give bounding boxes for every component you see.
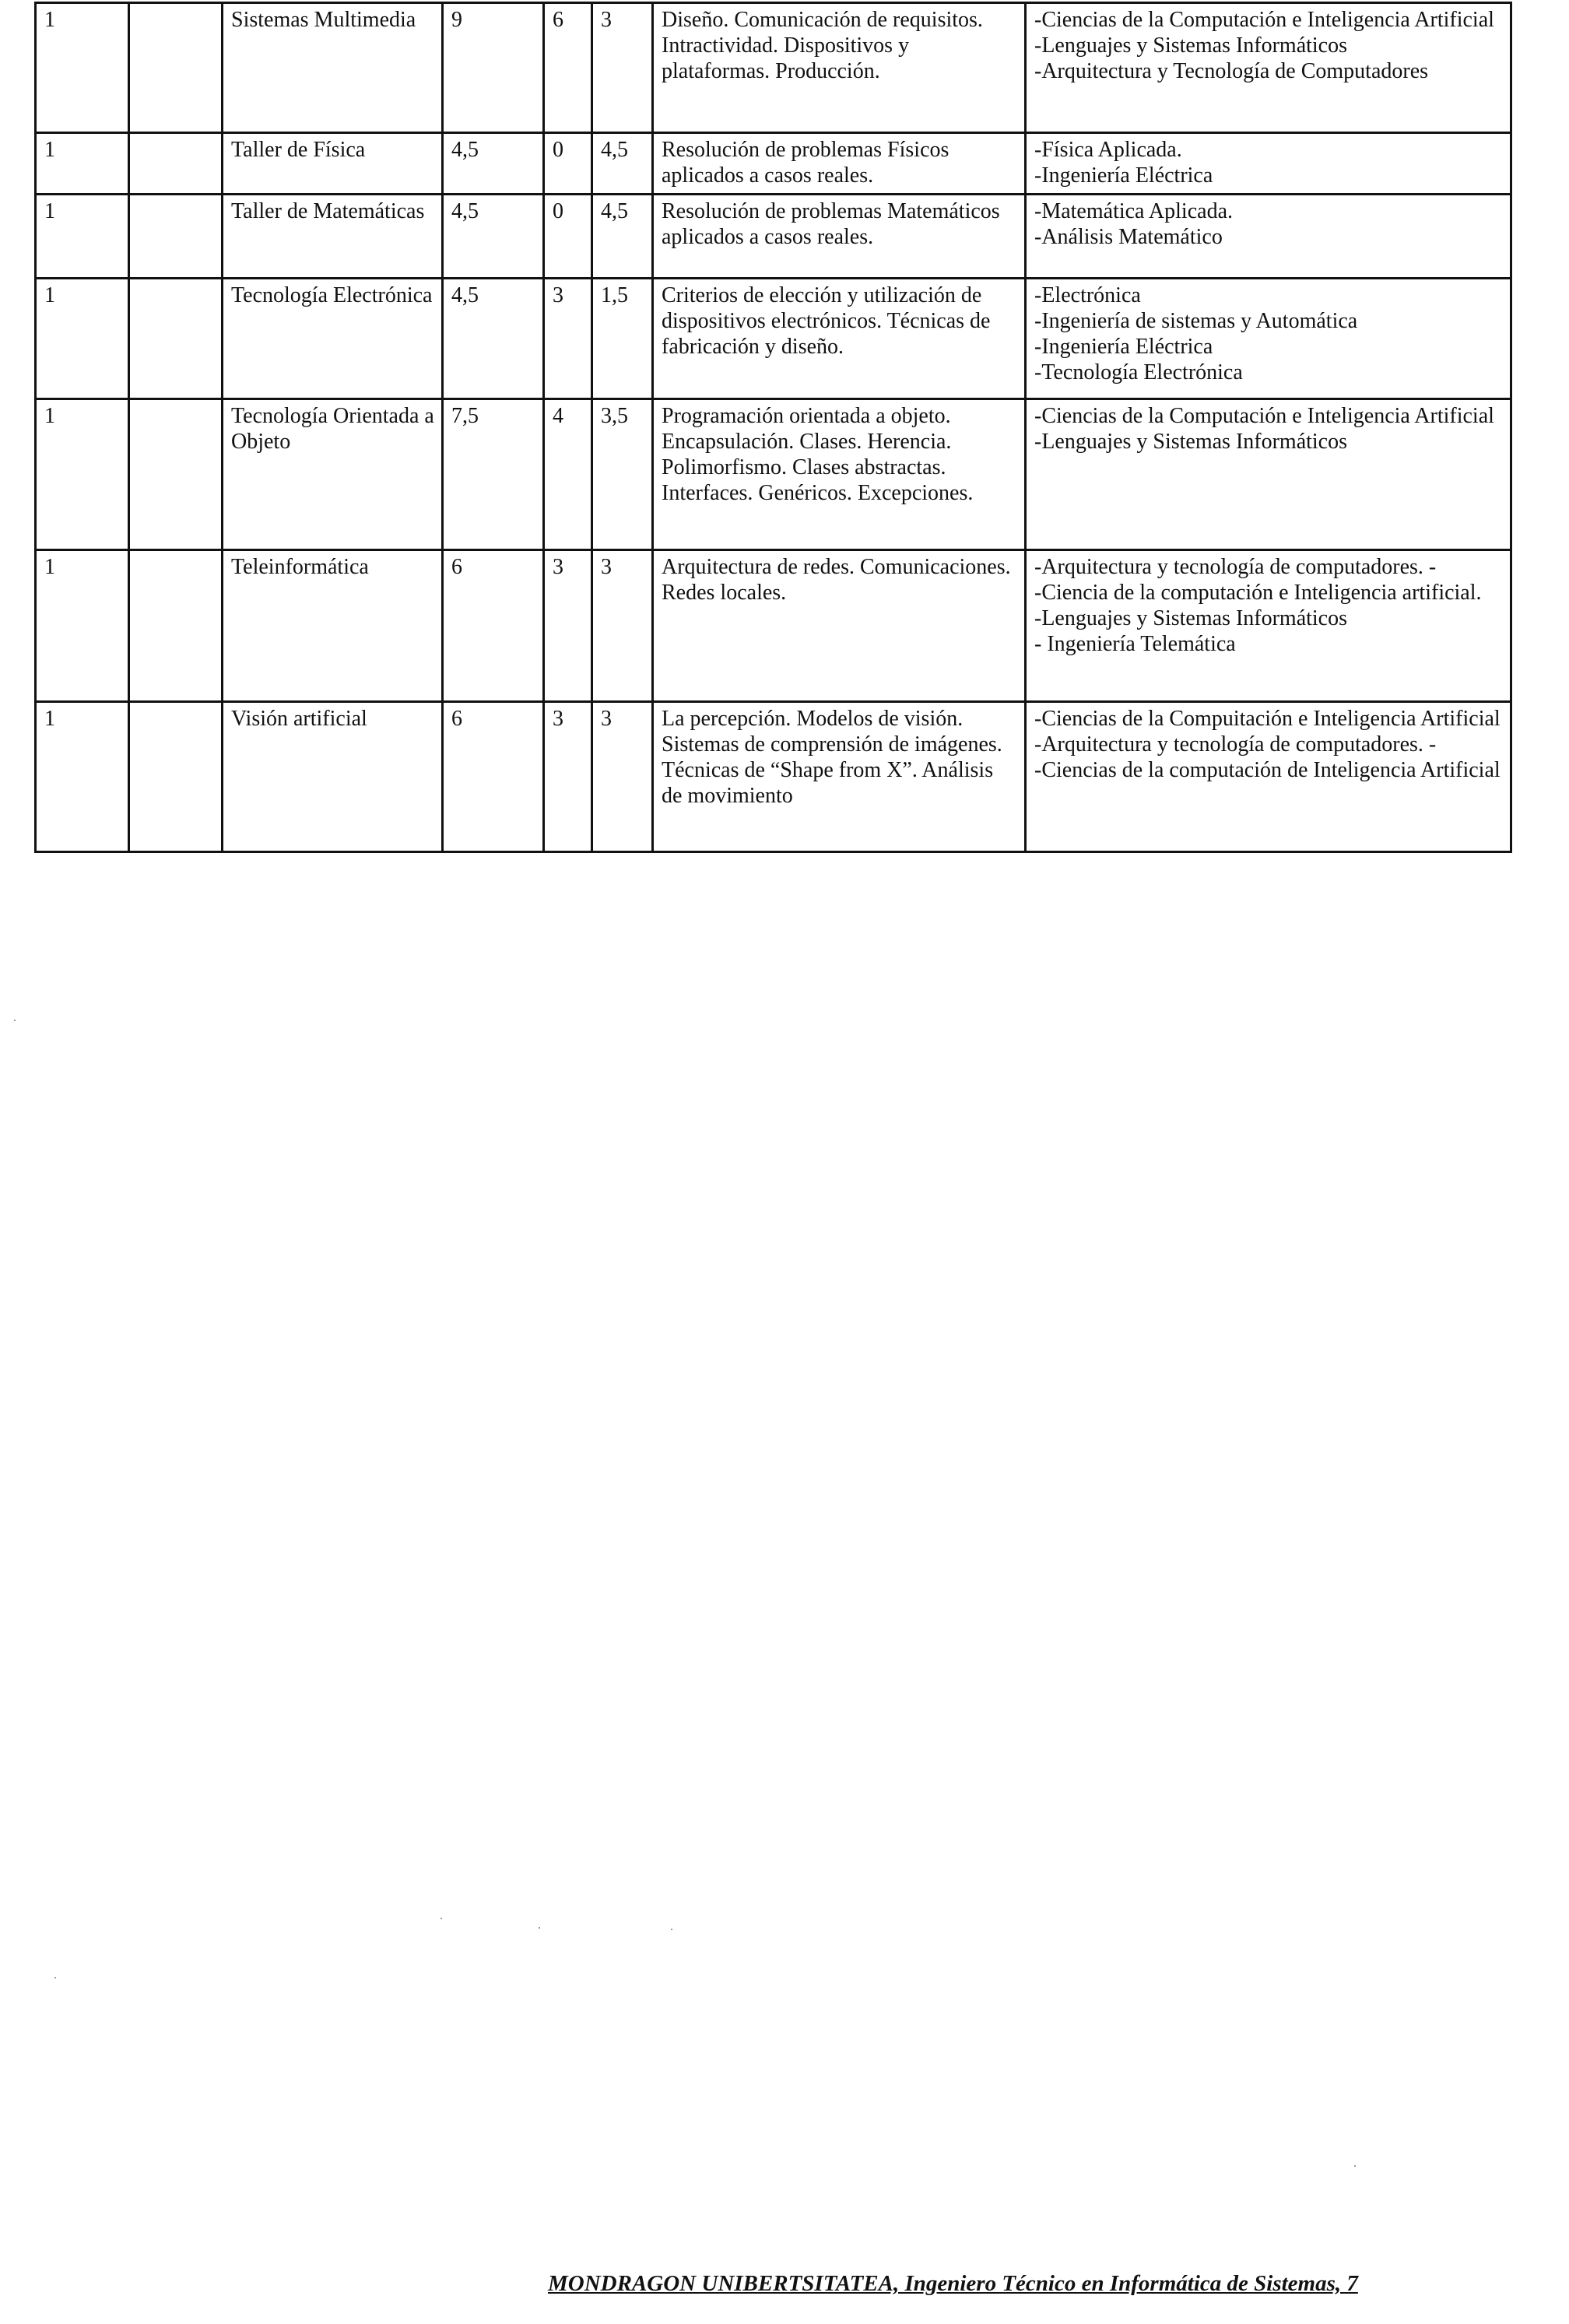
type-cell bbox=[129, 702, 223, 852]
knowledge-areas-cell bbox=[1026, 195, 1511, 279]
knowledge-area-line: -Arquitectura y tecnología de computadores. - bbox=[1034, 555, 1437, 579]
theory-credits-cell: 0 bbox=[544, 195, 592, 279]
total-credits-cell: 6 bbox=[443, 550, 544, 702]
type-cell bbox=[129, 133, 223, 195]
theory-credits-cell: 3 bbox=[544, 279, 592, 399]
descriptors-cell: Criterios de elección y utilización de dispositivos electrónicos. Técnicas de fabricación y diseño. bbox=[653, 279, 1026, 399]
subject-name-cell: Taller de Matemáticas bbox=[223, 195, 443, 279]
table-row bbox=[36, 550, 1511, 702]
knowledge-area-line: -Matemática Aplicada. bbox=[1034, 199, 1233, 223]
knowledge-area-line: -Física Aplicada. bbox=[1034, 138, 1182, 162]
type-cell bbox=[129, 399, 223, 550]
course-cell: 1 bbox=[36, 133, 129, 195]
course-cell: 1 bbox=[36, 550, 129, 702]
type-cell bbox=[129, 3, 223, 133]
knowledge-area-line: -Ciencias de la Computación e Inteligencia Artificial bbox=[1034, 8, 1494, 32]
knowledge-area-line: -Lenguajes y Sistemas Informáticos bbox=[1034, 33, 1348, 58]
total-credits-cell: 9 bbox=[443, 3, 544, 133]
knowledge-areas-cell bbox=[1026, 550, 1511, 702]
knowledge-area-line: -Lenguajes y Sistemas Informáticos bbox=[1034, 606, 1348, 630]
scan-speck bbox=[14, 1020, 16, 1021]
subject-name-cell: Tecnología Orientada a Objeto bbox=[223, 399, 443, 550]
total-credits-cell: 4,5 bbox=[443, 279, 544, 399]
knowledge-areas-cell bbox=[1026, 3, 1511, 133]
table-row bbox=[36, 702, 1511, 852]
subject-name-cell: Taller de Física bbox=[223, 133, 443, 195]
knowledge-area-line: -Electrónica bbox=[1034, 283, 1141, 307]
knowledge-areas-cell bbox=[1026, 702, 1511, 852]
course-cell: 1 bbox=[36, 195, 129, 279]
total-credits-cell: 4,5 bbox=[443, 133, 544, 195]
knowledge-areas-cell bbox=[1026, 399, 1511, 550]
knowledge-area-line: -Arquitectura y Tecnología de Computadores bbox=[1034, 59, 1429, 83]
table-row bbox=[36, 3, 1511, 133]
knowledge-area-line: -Ciencias de la computación de Inteligencia Artificial bbox=[1034, 758, 1501, 782]
subject-name-cell: Sistemas Multimedia bbox=[223, 3, 443, 133]
knowledge-area-line: - Ingeniería Telemática bbox=[1034, 632, 1236, 656]
knowledge-area-line: -Ingeniería Eléctrica bbox=[1034, 163, 1213, 188]
practice-credits-cell: 4,5 bbox=[592, 195, 653, 279]
practice-credits-cell: 4,5 bbox=[592, 133, 653, 195]
subjects-table-body bbox=[36, 3, 1511, 852]
practice-credits-cell: 3 bbox=[592, 3, 653, 133]
table-row bbox=[36, 195, 1511, 279]
knowledge-area-line: -Arquitectura y tecnología de computadores. - bbox=[1034, 732, 1437, 757]
scan-speck bbox=[54, 1977, 56, 1978]
scan-speck bbox=[1354, 2165, 1356, 2167]
subject-name-cell: Teleinformática bbox=[223, 550, 443, 702]
scan-speck bbox=[441, 1918, 442, 1919]
course-cell: 1 bbox=[36, 399, 129, 550]
descriptors-cell: Programación orientada a objeto. Encapsulación. Clases. Herencia. Polimorfismo. Clases abstractas. Interfaces. Genéricos. Excepciones. bbox=[653, 399, 1026, 550]
subject-name-cell: Tecnología Electrónica bbox=[223, 279, 443, 399]
knowledge-area-line: -Ingeniería de sistemas y Automática bbox=[1034, 309, 1358, 333]
knowledge-area-line: -Tecnología Electrónica bbox=[1034, 360, 1243, 384]
knowledge-area-line: -Ciencia de la computación e Inteligencia artificial. bbox=[1034, 581, 1482, 605]
descriptors-cell: Diseño. Comunicación de requisitos. Intractividad. Dispositivos y plataformas. Producción. bbox=[653, 3, 1026, 133]
practice-credits-cell: 3 bbox=[592, 702, 653, 852]
descriptors-cell: Arquitectura de redes. Comunicaciones. Redes locales. bbox=[653, 550, 1026, 702]
knowledge-area-line: -Ingeniería Eléctrica bbox=[1034, 335, 1213, 359]
knowledge-area-line: -Lenguajes y Sistemas Informáticos bbox=[1034, 430, 1348, 454]
theory-credits-cell: 4 bbox=[544, 399, 592, 550]
total-credits-cell: 7,5 bbox=[443, 399, 544, 550]
type-cell bbox=[129, 195, 223, 279]
knowledge-area-line: -Ciencias de la Computación e Inteligencia Artificial bbox=[1034, 404, 1494, 428]
table-row bbox=[36, 133, 1511, 195]
theory-credits-cell: 3 bbox=[544, 550, 592, 702]
course-cell: 1 bbox=[36, 3, 129, 133]
scan-speck bbox=[539, 1927, 540, 1929]
descriptors-cell: Resolución de problemas Físicos aplicados a casos reales. bbox=[653, 133, 1026, 195]
theory-credits-cell: 6 bbox=[544, 3, 592, 133]
scan-speck bbox=[671, 1929, 672, 1930]
total-credits-cell: 4,5 bbox=[443, 195, 544, 279]
subjects-table bbox=[34, 2, 1512, 853]
course-cell: 1 bbox=[36, 279, 129, 399]
type-cell bbox=[129, 550, 223, 702]
descriptors-cell: Resolución de problemas Matemáticos aplicados a casos reales. bbox=[653, 195, 1026, 279]
practice-credits-cell: 3 bbox=[592, 550, 653, 702]
page-footer: MONDRAGON UNIBERTSITATEA, Ingeniero Técnico en Informática de Sistemas, 7 bbox=[548, 2271, 1358, 2296]
theory-credits-cell: 3 bbox=[544, 702, 592, 852]
knowledge-area-line: -Ciencias de la Compuitación e Inteligencia Artificial bbox=[1034, 707, 1501, 731]
theory-credits-cell: 0 bbox=[544, 133, 592, 195]
practice-credits-cell: 1,5 bbox=[592, 279, 653, 399]
practice-credits-cell: 3,5 bbox=[592, 399, 653, 550]
table-row bbox=[36, 399, 1511, 550]
knowledge-areas-cell bbox=[1026, 279, 1511, 399]
descriptors-cell: La percepción. Modelos de visión. Sistemas de comprensión de imágenes. Técnicas de “Shape from X”. Análisis de movimiento bbox=[653, 702, 1026, 852]
type-cell bbox=[129, 279, 223, 399]
knowledge-area-line: -Análisis Matemático bbox=[1034, 225, 1223, 249]
knowledge-areas-cell bbox=[1026, 133, 1511, 195]
subject-name-cell: Visión artificial bbox=[223, 702, 443, 852]
table-row bbox=[36, 279, 1511, 399]
total-credits-cell: 6 bbox=[443, 702, 544, 852]
course-cell: 1 bbox=[36, 702, 129, 852]
